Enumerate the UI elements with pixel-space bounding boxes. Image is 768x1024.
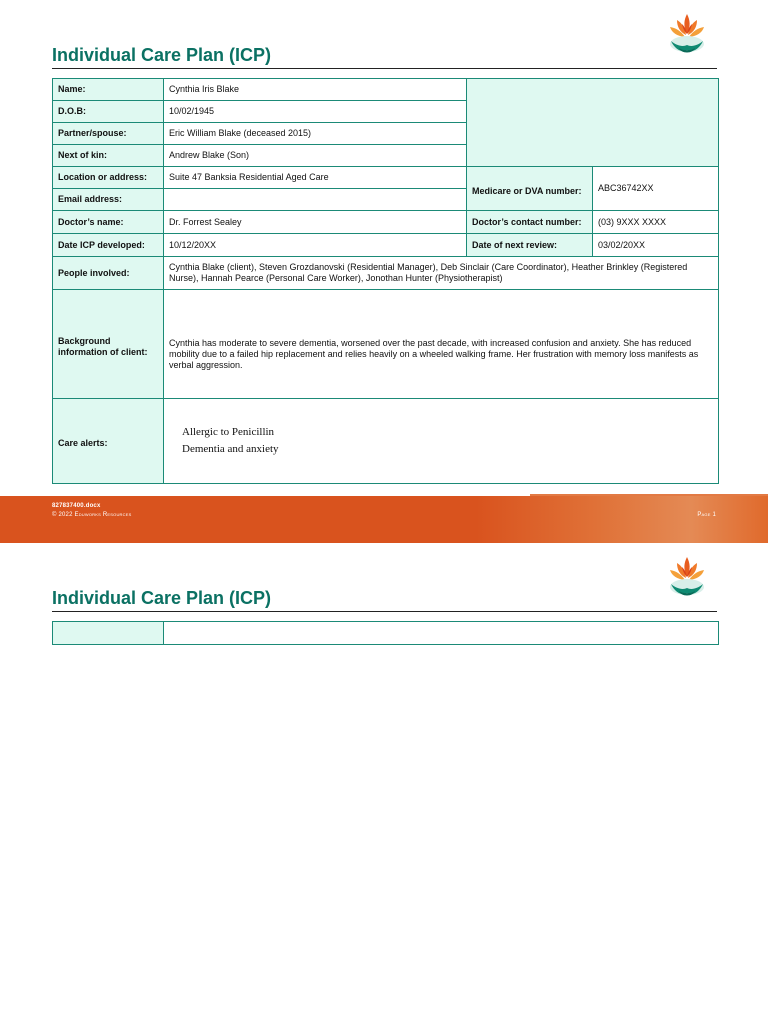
blank-shaded-cell [467,79,719,167]
table-row [53,290,719,399]
table-row [53,211,719,234]
location-label: Location or address: [53,167,164,189]
next-of-kin-value: Andrew Blake (Son) [164,145,467,167]
location-value: Suite 47 Banksia Residential Aged Care [164,167,467,189]
doctor-label: Doctor’s name: [53,211,164,234]
table-row [53,234,719,257]
doctor-value: Dr. Forrest Sealey [164,211,467,234]
footer-filename: 827837400.docx [52,503,101,509]
medicare-value: ABC36742XX [593,167,719,211]
table-row [53,79,719,101]
title-divider [52,611,717,612]
page-1 [0,0,768,496]
care-plan-table [52,78,719,484]
title-divider [52,68,717,69]
care-alerts-value [164,399,719,484]
table-row [53,257,719,290]
empty-label-cell [53,622,164,645]
lotus-flower-logo-icon [665,10,709,56]
page-footer [0,496,768,543]
page-2 [0,543,768,1024]
review-date-value: 03/02/20XX [593,234,719,257]
partner-value: Eric William Blake (deceased 2015) [164,123,467,145]
footer-copyright: © 2022 Eduworks Resources [52,512,132,518]
name-value: Cynthia Iris Blake [164,79,467,101]
review-date-label: Date of next review: [467,234,593,257]
page-title: Individual Care Plan (ICP) [52,588,272,608]
page-title: Individual Care Plan (ICP) [52,45,272,65]
care-alerts-label: Care alerts: [53,399,164,484]
name-label: Name: [53,79,164,101]
background-value: Cynthia has moderate to severe dementia, worsened over the past decade, with increased confusion and anxiety. She has reduced mobility due to a failed hip replacement and relies heavily on a wheeled walking frame. Her frustration with memory loss manifests as verbal aggression. [164,290,719,399]
medicare-label: Medicare or DVA number: [467,167,593,211]
people-involved-label: People involved: [53,257,164,290]
email-value [164,189,467,211]
doctor-contact-label: Doctor’s contact number: [467,211,593,234]
email-label: Email address: [53,189,164,211]
footer-page-number: Page 1 [697,512,716,518]
icp-date-value: 10/12/20XX [164,234,467,257]
footer-accent-strip [530,494,768,496]
table-row [53,399,719,484]
icp-date-label: Date ICP developed: [53,234,164,257]
table-row [53,622,719,645]
empty-value-cell [164,622,719,645]
dob-label: D.O.B: [53,101,164,123]
care-alert-item: Dementia and anxiety [182,443,279,455]
people-involved-value: Cynthia Blake (client), Steven Grozdanovski (Residential Manager), Deb Sinclair (Care Coordinator), Heather Brinkley (Registered Nurse), Hannah Pearce (Personal Care Worker), Jonothan Hunter (Physiotherapist) [164,257,719,290]
care-plan-table-continued [52,621,719,645]
doctor-contact-value: (03) 9XXX XXXX [593,211,719,234]
next-of-kin-label: Next of kin: [53,145,164,167]
partner-label: Partner/spouse: [53,123,164,145]
dob-value: 10/02/1945 [164,101,467,123]
table-row [53,167,719,189]
background-label: Background information of client: [53,290,164,399]
care-alert-item: Allergic to Penicillin [182,426,275,438]
lotus-flower-logo-icon [665,553,709,599]
